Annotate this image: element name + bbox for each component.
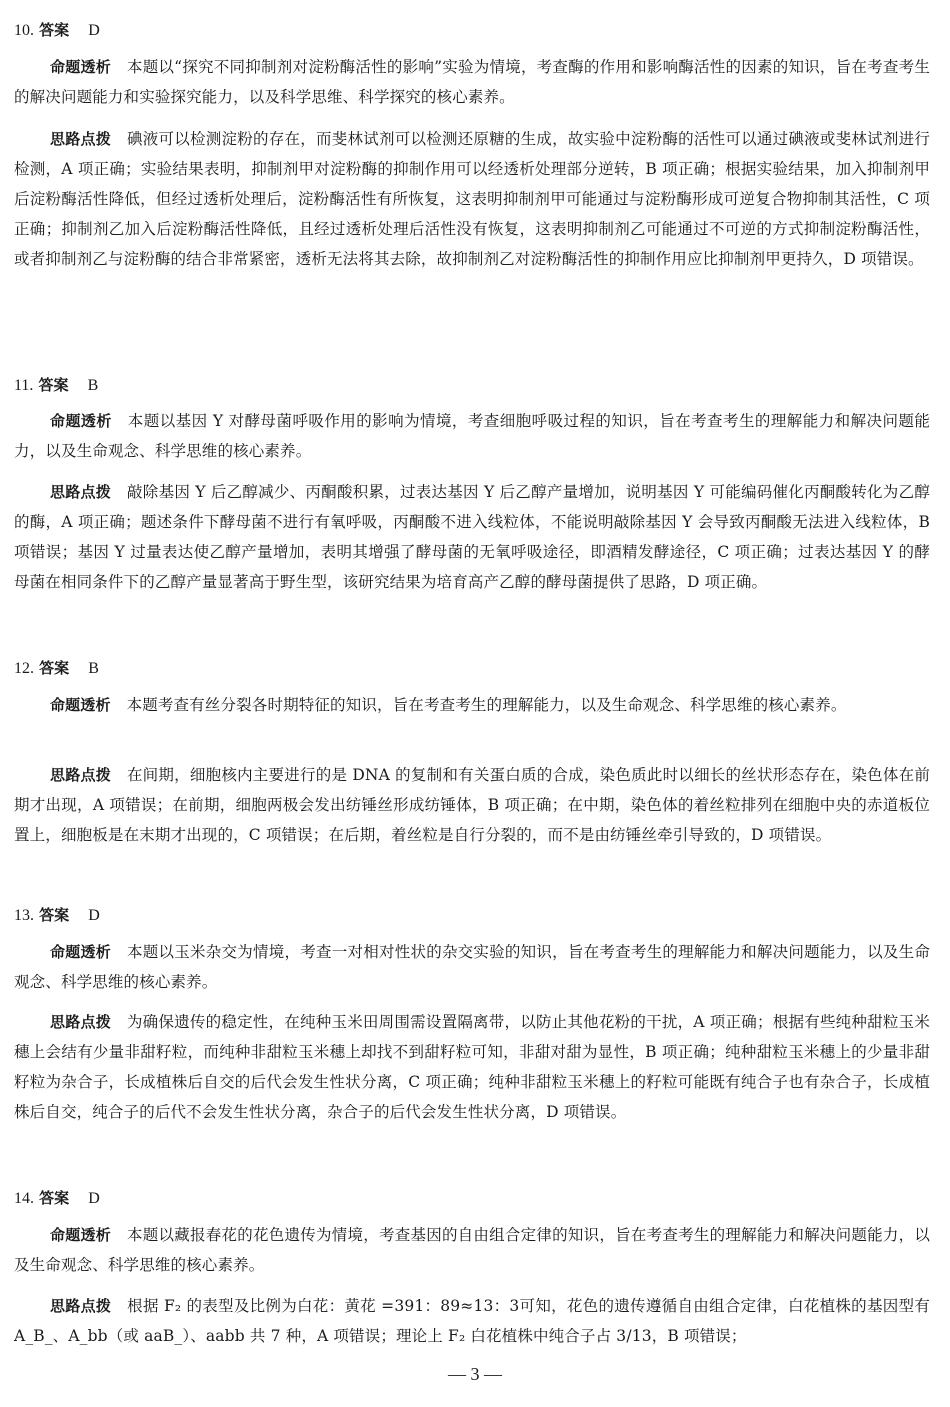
intent-paragraph bbox=[14, 1220, 930, 1280]
intent-text: 本题以藏报春花的花色遗传为情境，考查基因的自由组合定律的知识，旨在考查考生的理解能力和解决问题能力，以及生命观念、科学思维的核心素养。 bbox=[14, 1226, 931, 1274]
intent-text: 本题考查有丝分裂各时期特征的知识，旨在考查考生的理解能力，以及生命观念、科学思维的核心素养。 bbox=[126, 696, 847, 714]
answer-label: 答案 bbox=[39, 906, 70, 924]
answer-line bbox=[14, 20, 100, 41]
hint-paragraph bbox=[14, 1291, 930, 1351]
intent-text: 本题以基因 Y 对酵母菌呼吸作用的影响为情境，考查细胞呼吸过程的知识，旨在考查考生的理解能力和解决问题能力，以及生命观念、科学思维的核心素养。 bbox=[14, 412, 931, 460]
intent-paragraph bbox=[14, 690, 930, 720]
question-number: 13. bbox=[14, 907, 34, 924]
answer-value: D bbox=[88, 22, 100, 39]
answer-value: B bbox=[87, 377, 99, 394]
question-number: 10. bbox=[14, 22, 34, 39]
intent-label: 命题透析 bbox=[50, 58, 111, 76]
intent-label: 命题透析 bbox=[50, 696, 111, 714]
intent-text: 本题以玉米杂交为情境，考查一对相对性状的杂交实验的知识，旨在考查考生的理解能力和解决问题能力，以及生命观念、科学思维的核心素养。 bbox=[14, 943, 931, 991]
answer-value: D bbox=[88, 1190, 100, 1207]
answer-line bbox=[14, 658, 99, 679]
answer-label: 答案 bbox=[39, 21, 70, 39]
intent-label: 命题透析 bbox=[50, 943, 111, 961]
hint-text: 为确保遗传的稳定性，在纯种玉米田周围需设置隔离带，以防止其他花粉的干扰，A 项正确；根据有些纯种甜粒玉米穗上会结有少量非甜籽粒，而纯种非甜粒玉米穗上却找不到甜籽粒可知，非甜对甜为显性，B 项正确；纯种甜粒玉米穗上的少量非甜籽粒为杂合子，长成植株后自交的后代会发生性状分离，C 项正确；纯种非甜粒玉米穗上的籽粒可能既有纯合子也有杂合子，长成植株后自交，纯合子的后代不会发生性状分离，杂合子的后代会发生性状分离，D 项错误。 bbox=[14, 1013, 930, 1121]
hint-paragraph bbox=[14, 1007, 930, 1127]
hint-label: 思路点拨 bbox=[50, 1297, 112, 1315]
intent-paragraph bbox=[14, 406, 930, 466]
answer-line bbox=[14, 375, 98, 396]
answer-label: 答案 bbox=[38, 376, 69, 394]
question-number: 14. bbox=[14, 1190, 34, 1207]
question-number: 11. bbox=[14, 377, 34, 394]
answer-value: D bbox=[88, 907, 100, 924]
intent-text: 本题以“探究不同抑制剂对淀粉酶活性的影响”实验为情境，考查酶的作用和影响酶活性的因素的知识，旨在考查考生的解决问题能力和实验探究能力，以及科学思维、科学探究的核心素养。 bbox=[14, 58, 930, 106]
hint-text: 根据 F₂ 的表型及比例为白花：黄花 =391：89≈13：3可知，花色的遗传遵循自由组合定律，白花植株的基因型有 A_B_、A_bb（或 aaB_）、aabb 共 7 种，A 项错误；理论上 F₂ 白花植株中纯合子占 3/13，B 项错误； bbox=[14, 1297, 930, 1345]
page-number: — 3 — bbox=[448, 1364, 502, 1384]
answer-line bbox=[14, 905, 100, 926]
intent-paragraph bbox=[14, 937, 930, 997]
question-number: 12. bbox=[14, 660, 34, 677]
answer-label: 答案 bbox=[39, 1189, 70, 1207]
hint-label: 思路点拨 bbox=[50, 483, 112, 501]
intent-paragraph bbox=[14, 52, 930, 112]
answer-value: B bbox=[88, 660, 99, 677]
hint-label: 思路点拨 bbox=[50, 766, 111, 784]
hint-paragraph bbox=[14, 760, 930, 850]
intent-label: 命题透析 bbox=[50, 1226, 111, 1244]
intent-label: 命题透析 bbox=[50, 412, 112, 430]
answer-label: 答案 bbox=[39, 659, 70, 677]
hint-text: 在间期，细胞核内主要进行的是 DNA 的复制和有关蛋白质的合成，染色质此时以细长的丝状形态存在，染色体在前期才出现，A 项错误；在前期，细胞两极会发出纺锤丝形成纺锤体，B 项正确；在中期，染色体的着丝粒排列在细胞中央的赤道板位置上，细胞板是在末期才出现的，C 项错误；在后期，着丝粒是自行分裂的，而不是由纺锤丝牵引导致的，D 项错误。 bbox=[14, 766, 930, 844]
hint-label: 思路点拨 bbox=[50, 1013, 111, 1031]
answer-line bbox=[14, 1188, 100, 1209]
hint-text: 敲除基因 Y 后乙醇减少、丙酮酸积累，过表达基因 Y 后乙醇产量增加，说明基因 Y 可能编码催化丙酮酸转化为乙醇的酶，A 项正确；题述条件下酵母菌不进行有氧呼吸，丙酮酸不进入线粒体，不能说明敲除基因 Y 会导致丙酮酸无法进入线粒体，B 项错误；基因 Y 过量表达使乙醇产量增加，表明其增强了酵母菌的无氧呼吸途径，即酒精发酵途径，C 项正确；过表达基因 Y 的酵母菌在相同条件下的乙醇产量显著高于野生型，该研究结果为培育高产乙醇的酵母菌提供了思路，D 项正确。 bbox=[14, 483, 930, 591]
hint-paragraph bbox=[14, 124, 930, 274]
hint-text: 碘液可以检测淀粉的存在，而斐林试剂可以检测还原糖的生成，故实验中淀粉酶的活性可以通过碘液或斐林试剂进行检测，A 项正确；实验结果表明，抑制剂甲对淀粉酶的抑制作用可以经透析处理部分逆转，B 项正确；根据实验结果，加入抑制剂甲后淀粉酶活性降低，但经过透析处理后，淀粉酶活性有所恢复，这表明抑制剂甲可能通过与淀粉酶形成可逆复合物抑制其活性，C 项正确；抑制剂乙加入后淀粉酶活性降低，且经过透析处理后活性没有恢复，这表明抑制剂乙可能通过不可逆的方式抑制淀粉酶活性，或者抑制剂乙与淀粉酶的结合非常紧密，透析无法将其去除，故抑制剂乙对淀粉酶活性的抑制作用应比抑制剂甲更持久，D 项错误。 bbox=[14, 130, 931, 268]
hint-paragraph bbox=[14, 477, 930, 597]
hint-label: 思路点拨 bbox=[50, 130, 111, 148]
